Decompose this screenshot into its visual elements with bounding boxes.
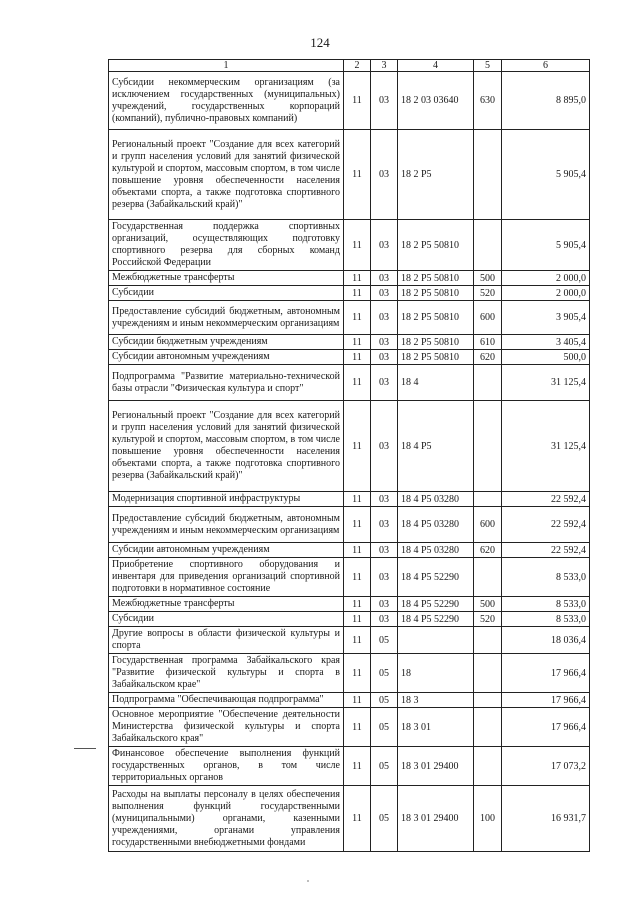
subsection-code: 03 [371,401,398,492]
amount: 8 533,0 [502,558,590,597]
expense-type-code: 600 [474,507,502,543]
expense-type-code [474,130,502,220]
row-name: Межбюджетные трансферты [109,597,344,612]
column-header: 1 [109,60,344,72]
subsection-code: 03 [371,507,398,543]
row-name: Государственная программа Забайкальского края "Развитие физической культуры и спорта в Забайкальском крае" [109,654,344,693]
table-row [109,350,590,365]
expense-type-code: 520 [474,612,502,627]
expense-type-code: 500 [474,271,502,286]
row-name: Региональный проект "Создание для всех категорий и групп населения условий для занятий физической культурой и спортом, массовым спортом, в том числе повышение уровня обеспеченности населения объектами спорта, а также подготовка спортивного резерва (Забайкальский край)" [109,130,344,220]
target-article-code: 18 2 P5 50810 [398,301,474,335]
table-row [109,130,590,220]
amount: 8 533,0 [502,597,590,612]
row-name: Субсидии [109,612,344,627]
expense-type-code [474,693,502,708]
table-row [109,271,590,286]
section-code: 11 [344,401,371,492]
expense-type-code: 620 [474,350,502,365]
expense-type-code: 600 [474,301,502,335]
section-code: 11 [344,220,371,271]
section-code: 11 [344,507,371,543]
target-article-code: 18 2 03 03640 [398,72,474,130]
target-article-code: 18 [398,654,474,693]
table-row [109,708,590,747]
expense-type-code: 630 [474,72,502,130]
subsection-code: 05 [371,708,398,747]
row-name: Модернизация спортивной инфраструктуры [109,492,344,507]
amount: 8 895,0 [502,72,590,130]
amount: 16 931,7 [502,786,590,852]
table-row [109,220,590,271]
row-name: Другие вопросы в области физической культуры и спорта [109,627,344,654]
row-name: Региональный проект "Создание для всех категорий и групп населения условий для занятий физической культурой и спортом, массовым спортом, в том числе повышение уровня обеспеченности населения объектами спорта, а также подготовка спортивного резерва (Забайкальский край)" [109,401,344,492]
target-article-code: 18 2 P5 50810 [398,220,474,271]
section-code: 11 [344,747,371,786]
section-code: 11 [344,708,371,747]
amount: 2 000,0 [502,286,590,301]
subsection-code: 03 [371,558,398,597]
scan-dot [307,880,309,882]
subsection-code: 03 [371,612,398,627]
row-name: Субсидии бюджетным учреждениям [109,335,344,350]
target-article-code: 18 4 P5 52290 [398,612,474,627]
expense-type-code: 500 [474,597,502,612]
budget-table [108,59,590,852]
table-row [109,72,590,130]
section-code: 11 [344,786,371,852]
table-row [109,301,590,335]
target-article-code: 18 4 P5 03280 [398,492,474,507]
expense-type-code [474,492,502,507]
target-article-code: 18 2 P5 50810 [398,286,474,301]
table-body [109,72,590,852]
table-header-row [109,60,590,72]
table-row [109,401,590,492]
margin-mark [74,748,96,749]
amount: 17 966,4 [502,693,590,708]
target-article-code: 18 4 P5 [398,401,474,492]
table-row [109,558,590,597]
subsection-code: 03 [371,492,398,507]
row-name: Предоставление субсидий бюджетным, автономным учреждениям и иным некоммерческим организациям [109,301,344,335]
section-code: 11 [344,492,371,507]
section-code: 11 [344,335,371,350]
table-row [109,693,590,708]
target-article-code: 18 4 P5 03280 [398,507,474,543]
amount: 22 592,4 [502,492,590,507]
section-code: 11 [344,612,371,627]
amount: 500,0 [502,350,590,365]
expense-type-code [474,365,502,401]
column-header: 6 [502,60,590,72]
target-article-code: 18 4 P5 03280 [398,543,474,558]
subsection-code: 03 [371,350,398,365]
expense-type-code: 620 [474,543,502,558]
section-code: 11 [344,558,371,597]
expense-type-code [474,220,502,271]
row-name: Субсидии автономным учреждениям [109,350,344,365]
section-code: 11 [344,301,371,335]
row-name: Предоставление субсидий бюджетным, автономным учреждениям и иным некоммерческим организациям [109,507,344,543]
subsection-code: 05 [371,747,398,786]
target-article-code: 18 3 01 29400 [398,747,474,786]
target-article-code: 18 3 [398,693,474,708]
column-header: 4 [398,60,474,72]
amount: 17 073,2 [502,747,590,786]
expense-type-code [474,558,502,597]
table-row [109,627,590,654]
subsection-code: 03 [371,543,398,558]
subsection-code: 05 [371,654,398,693]
amount: 22 592,4 [502,543,590,558]
subsection-code: 03 [371,220,398,271]
target-article-code: 18 2 P5 50810 [398,335,474,350]
table-row [109,747,590,786]
expense-type-code [474,747,502,786]
subsection-code: 03 [371,597,398,612]
subsection-code: 05 [371,786,398,852]
subsection-code: 03 [371,335,398,350]
subsection-code: 05 [371,693,398,708]
amount: 31 125,4 [502,365,590,401]
amount: 3 405,4 [502,335,590,350]
section-code: 11 [344,271,371,286]
table-row [109,543,590,558]
expense-type-code: 520 [474,286,502,301]
target-article-code: 18 4 P5 52290 [398,558,474,597]
table-row [109,597,590,612]
amount: 17 966,4 [502,708,590,747]
section-code: 11 [344,72,371,130]
amount: 5 905,4 [502,220,590,271]
subsection-code: 03 [371,271,398,286]
row-name: Финансовое обеспечение выполнения функций государственных органов, в том числе территориальных органов [109,747,344,786]
table-row [109,286,590,301]
row-name: Подпрограмма "Обеспечивающая подпрограмма" [109,693,344,708]
subsection-code: 03 [371,286,398,301]
column-header: 2 [344,60,371,72]
subsection-code: 03 [371,301,398,335]
row-name: Межбюджетные трансферты [109,271,344,286]
section-code: 11 [344,365,371,401]
amount: 31 125,4 [502,401,590,492]
expense-type-code [474,401,502,492]
subsection-code: 03 [371,365,398,401]
target-article-code: 18 2 P5 50810 [398,271,474,286]
target-article-code: 18 4 [398,365,474,401]
target-article-code [398,627,474,654]
row-name: Субсидии некоммерческим организациям (за исключением государственных (муниципальных) учреждений, государственных корпораций (компаний), публично-правовых компаний) [109,72,344,130]
target-article-code: 18 2 P5 [398,130,474,220]
table-row [109,507,590,543]
amount: 8 533,0 [502,612,590,627]
column-header: 3 [371,60,398,72]
section-code: 11 [344,543,371,558]
expense-type-code: 610 [474,335,502,350]
section-code: 11 [344,627,371,654]
amount: 5 905,4 [502,130,590,220]
amount: 22 592,4 [502,507,590,543]
section-code: 11 [344,654,371,693]
table-row [109,786,590,852]
amount: 17 966,4 [502,654,590,693]
section-code: 11 [344,693,371,708]
amount: 3 905,4 [502,301,590,335]
section-code: 11 [344,597,371,612]
row-name: Субсидии автономным учреждениям [109,543,344,558]
expense-type-code [474,627,502,654]
subsection-code: 05 [371,627,398,654]
row-name: Основное мероприятие "Обеспечение деятельности Министерства физической культуры и спорта Забайкальского края" [109,708,344,747]
row-name: Подпрограмма "Развитие материально-технической базы отрасли "Физическая культура и спорт" [109,365,344,401]
table-row [109,612,590,627]
table-row [109,335,590,350]
amount: 18 036,4 [502,627,590,654]
target-article-code: 18 2 P5 50810 [398,350,474,365]
expense-type-code [474,708,502,747]
column-header: 5 [474,60,502,72]
table-row [109,654,590,693]
target-article-code: 18 3 01 29400 [398,786,474,852]
page-number: 124 [310,35,330,50]
amount: 2 000,0 [502,271,590,286]
row-name: Субсидии [109,286,344,301]
target-article-code: 18 3 01 [398,708,474,747]
subsection-code: 03 [371,72,398,130]
row-name: Приобретение спортивного оборудования и инвентаря для приведения организаций спортивной подготовки в нормативное состояние [109,558,344,597]
row-name: Государственная поддержка спортивных организаций, осуществляющих подготовку спортивного резерва для сборных команд Российской Федерации [109,220,344,271]
table-row [109,492,590,507]
subsection-code: 03 [371,130,398,220]
target-article-code: 18 4 P5 52290 [398,597,474,612]
expense-type-code: 100 [474,786,502,852]
row-name: Расходы на выплаты персоналу в целях обеспечения выполнения функций государственными (муниципальными) органами, казенными учреждениями, органами управления государственными внебюджетными фондами [109,786,344,852]
section-code: 11 [344,350,371,365]
expense-type-code [474,654,502,693]
section-code: 11 [344,286,371,301]
section-code: 11 [344,130,371,220]
table-row [109,365,590,401]
